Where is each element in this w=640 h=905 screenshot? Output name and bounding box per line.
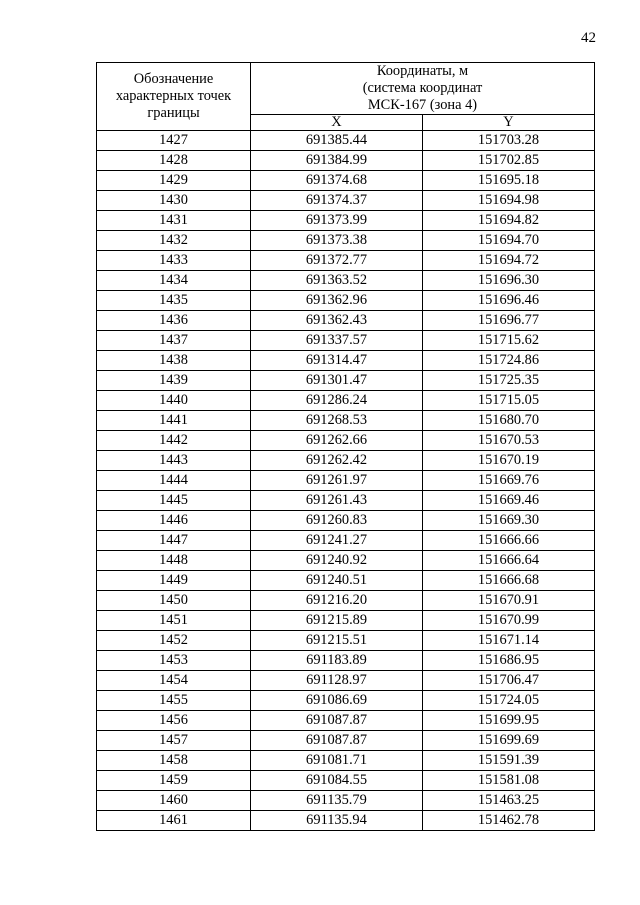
table-row xyxy=(97,431,595,451)
y-coordinate-cell: 151670.53 xyxy=(423,431,595,451)
table-row xyxy=(97,411,595,431)
y-coordinate-cell: 151703.28 xyxy=(423,131,595,151)
point-cell: 1444 xyxy=(97,471,251,491)
x-coordinate-cell: 691363.52 xyxy=(251,271,423,291)
points-header-line: Обозначение xyxy=(133,71,214,87)
x-coordinate-cell: 691372.77 xyxy=(251,251,423,271)
point-cell: 1427 xyxy=(97,131,251,151)
y-coordinate-cell: 151695.18 xyxy=(423,171,595,191)
point-cell: 1436 xyxy=(97,311,251,331)
coords-header-line: (система координат xyxy=(362,80,483,96)
coordinates-column-header xyxy=(251,63,595,115)
table-row xyxy=(97,811,595,831)
y-coordinate-cell: 151462.78 xyxy=(423,811,595,831)
y-coordinate-cell: 151669.30 xyxy=(423,511,595,531)
x-coordinate-cell: 691262.66 xyxy=(251,431,423,451)
point-cell: 1429 xyxy=(97,171,251,191)
x-coordinate-cell: 691183.89 xyxy=(251,651,423,671)
y-coordinate-cell: 151680.70 xyxy=(423,411,595,431)
x-coordinate-cell: 691084.55 xyxy=(251,771,423,791)
table-row xyxy=(97,691,595,711)
point-cell: 1460 xyxy=(97,791,251,811)
x-coordinate-cell: 691337.57 xyxy=(251,331,423,351)
table-row xyxy=(97,151,595,171)
point-cell: 1450 xyxy=(97,591,251,611)
point-cell: 1440 xyxy=(97,391,251,411)
x-coordinate-cell: 691261.97 xyxy=(251,471,423,491)
y-coordinate-cell: 151463.25 xyxy=(423,791,595,811)
y-coordinate-cell: 151694.72 xyxy=(423,251,595,271)
point-cell: 1438 xyxy=(97,351,251,371)
y-coordinate-cell: 151694.98 xyxy=(423,191,595,211)
x-coordinate-cell: 691260.83 xyxy=(251,511,423,531)
y-coordinate-cell: 151696.46 xyxy=(423,291,595,311)
point-cell: 1456 xyxy=(97,711,251,731)
x-coordinate-cell: 691261.43 xyxy=(251,491,423,511)
point-cell: 1451 xyxy=(97,611,251,631)
point-cell: 1458 xyxy=(97,751,251,771)
table-row xyxy=(97,671,595,691)
y-coordinate-cell: 151702.85 xyxy=(423,151,595,171)
points-column-header xyxy=(97,63,251,131)
table-row xyxy=(97,771,595,791)
y-coordinate-cell: 151666.64 xyxy=(423,551,595,571)
point-cell: 1446 xyxy=(97,511,251,531)
x-coordinate-cell: 691135.79 xyxy=(251,791,423,811)
x-coordinate-cell: 691286.24 xyxy=(251,391,423,411)
table-row xyxy=(97,251,595,271)
point-cell: 1455 xyxy=(97,691,251,711)
table-row xyxy=(97,491,595,511)
y-coordinate-cell: 151686.95 xyxy=(423,651,595,671)
table-row xyxy=(97,711,595,731)
table-row xyxy=(97,271,595,291)
y-coordinate-cell: 151699.69 xyxy=(423,731,595,751)
table-row xyxy=(97,631,595,651)
point-cell: 1452 xyxy=(97,631,251,651)
x-coordinate-cell: 691216.20 xyxy=(251,591,423,611)
x-coordinate-cell: 691301.47 xyxy=(251,371,423,391)
table-row xyxy=(97,291,595,311)
y-coordinate-cell: 151669.46 xyxy=(423,491,595,511)
table-header xyxy=(97,63,595,131)
point-cell: 1443 xyxy=(97,451,251,471)
y-coordinate-cell: 151694.70 xyxy=(423,231,595,251)
table-row xyxy=(97,331,595,351)
table-row xyxy=(97,791,595,811)
table-row xyxy=(97,191,595,211)
point-cell: 1431 xyxy=(97,211,251,231)
table-row xyxy=(97,311,595,331)
table-row xyxy=(97,391,595,411)
y-coordinate-cell: 151715.05 xyxy=(423,391,595,411)
table-row xyxy=(97,751,595,771)
table-row xyxy=(97,231,595,251)
y-coordinate-cell: 151696.30 xyxy=(423,271,595,291)
x-coordinate-cell: 691373.38 xyxy=(251,231,423,251)
y-coordinate-cell: 151670.99 xyxy=(423,611,595,631)
coords-header-line: МСК-167 (зона 4) xyxy=(367,97,478,113)
table-row xyxy=(97,591,595,611)
point-cell: 1457 xyxy=(97,731,251,751)
y-coordinate-cell: 151666.66 xyxy=(423,531,595,551)
x-coordinate-cell: 691215.89 xyxy=(251,611,423,631)
y-coordinate-cell: 151715.62 xyxy=(423,331,595,351)
y-coordinate-cell: 151724.86 xyxy=(423,351,595,371)
point-cell: 1432 xyxy=(97,231,251,251)
point-cell: 1454 xyxy=(97,671,251,691)
y-coordinate-cell: 151724.05 xyxy=(423,691,595,711)
table-body xyxy=(97,131,595,831)
points-header-line: характерных точек xyxy=(115,88,232,104)
point-cell: 1430 xyxy=(97,191,251,211)
table-row xyxy=(97,131,595,151)
y-coordinate-cell: 151706.47 xyxy=(423,671,595,691)
x-coordinate-cell: 691384.99 xyxy=(251,151,423,171)
x-column-header: X xyxy=(251,115,423,131)
y-coordinate-cell: 151666.68 xyxy=(423,571,595,591)
table-row xyxy=(97,611,595,631)
y-coordinate-cell: 151591.39 xyxy=(423,751,595,771)
table-row xyxy=(97,511,595,531)
table-row xyxy=(97,351,595,371)
x-coordinate-cell: 691087.87 xyxy=(251,731,423,751)
coords-header-line: Координаты, м xyxy=(376,63,469,79)
table-row xyxy=(97,211,595,231)
table-row xyxy=(97,531,595,551)
table-row xyxy=(97,471,595,491)
table-row xyxy=(97,731,595,751)
table-row xyxy=(97,571,595,591)
y-coordinate-cell: 151670.19 xyxy=(423,451,595,471)
table-row xyxy=(97,451,595,471)
point-cell: 1441 xyxy=(97,411,251,431)
x-coordinate-cell: 691373.99 xyxy=(251,211,423,231)
point-cell: 1434 xyxy=(97,271,251,291)
x-coordinate-cell: 691362.43 xyxy=(251,311,423,331)
point-cell: 1437 xyxy=(97,331,251,351)
table-row xyxy=(97,651,595,671)
y-column-header: Y xyxy=(423,115,595,131)
y-coordinate-cell: 151581.08 xyxy=(423,771,595,791)
x-coordinate-cell: 691374.37 xyxy=(251,191,423,211)
x-coordinate-cell: 691087.87 xyxy=(251,711,423,731)
x-coordinate-cell: 691385.44 xyxy=(251,131,423,151)
point-cell: 1428 xyxy=(97,151,251,171)
y-coordinate-cell: 151699.95 xyxy=(423,711,595,731)
table-row xyxy=(97,371,595,391)
x-coordinate-cell: 691240.51 xyxy=(251,571,423,591)
point-cell: 1442 xyxy=(97,431,251,451)
x-coordinate-cell: 691262.42 xyxy=(251,451,423,471)
point-cell: 1461 xyxy=(97,811,251,831)
table-row xyxy=(97,551,595,571)
point-cell: 1459 xyxy=(97,771,251,791)
y-coordinate-cell: 151696.77 xyxy=(423,311,595,331)
y-coordinate-cell: 151694.82 xyxy=(423,211,595,231)
y-coordinate-cell: 151669.76 xyxy=(423,471,595,491)
x-coordinate-cell: 691135.94 xyxy=(251,811,423,831)
y-coordinate-cell: 151670.91 xyxy=(423,591,595,611)
page-number: 42 xyxy=(581,30,596,46)
x-coordinate-cell: 691240.92 xyxy=(251,551,423,571)
point-cell: 1453 xyxy=(97,651,251,671)
point-cell: 1433 xyxy=(97,251,251,271)
table-row xyxy=(97,171,595,191)
y-coordinate-cell: 151725.35 xyxy=(423,371,595,391)
x-coordinate-cell: 691268.53 xyxy=(251,411,423,431)
x-coordinate-cell: 691081.71 xyxy=(251,751,423,771)
x-coordinate-cell: 691086.69 xyxy=(251,691,423,711)
header-row-top xyxy=(97,63,595,115)
x-coordinate-cell: 691314.47 xyxy=(251,351,423,371)
x-coordinate-cell: 691241.27 xyxy=(251,531,423,551)
point-cell: 1448 xyxy=(97,551,251,571)
point-cell: 1447 xyxy=(97,531,251,551)
point-cell: 1439 xyxy=(97,371,251,391)
x-coordinate-cell: 691374.68 xyxy=(251,171,423,191)
point-cell: 1435 xyxy=(97,291,251,311)
x-coordinate-cell: 691128.97 xyxy=(251,671,423,691)
y-coordinate-cell: 151671.14 xyxy=(423,631,595,651)
points-header-line: границы xyxy=(147,105,200,121)
x-coordinate-cell: 691215.51 xyxy=(251,631,423,651)
x-coordinate-cell: 691362.96 xyxy=(251,291,423,311)
coordinates-table xyxy=(96,62,595,831)
point-cell: 1445 xyxy=(97,491,251,511)
point-cell: 1449 xyxy=(97,571,251,591)
